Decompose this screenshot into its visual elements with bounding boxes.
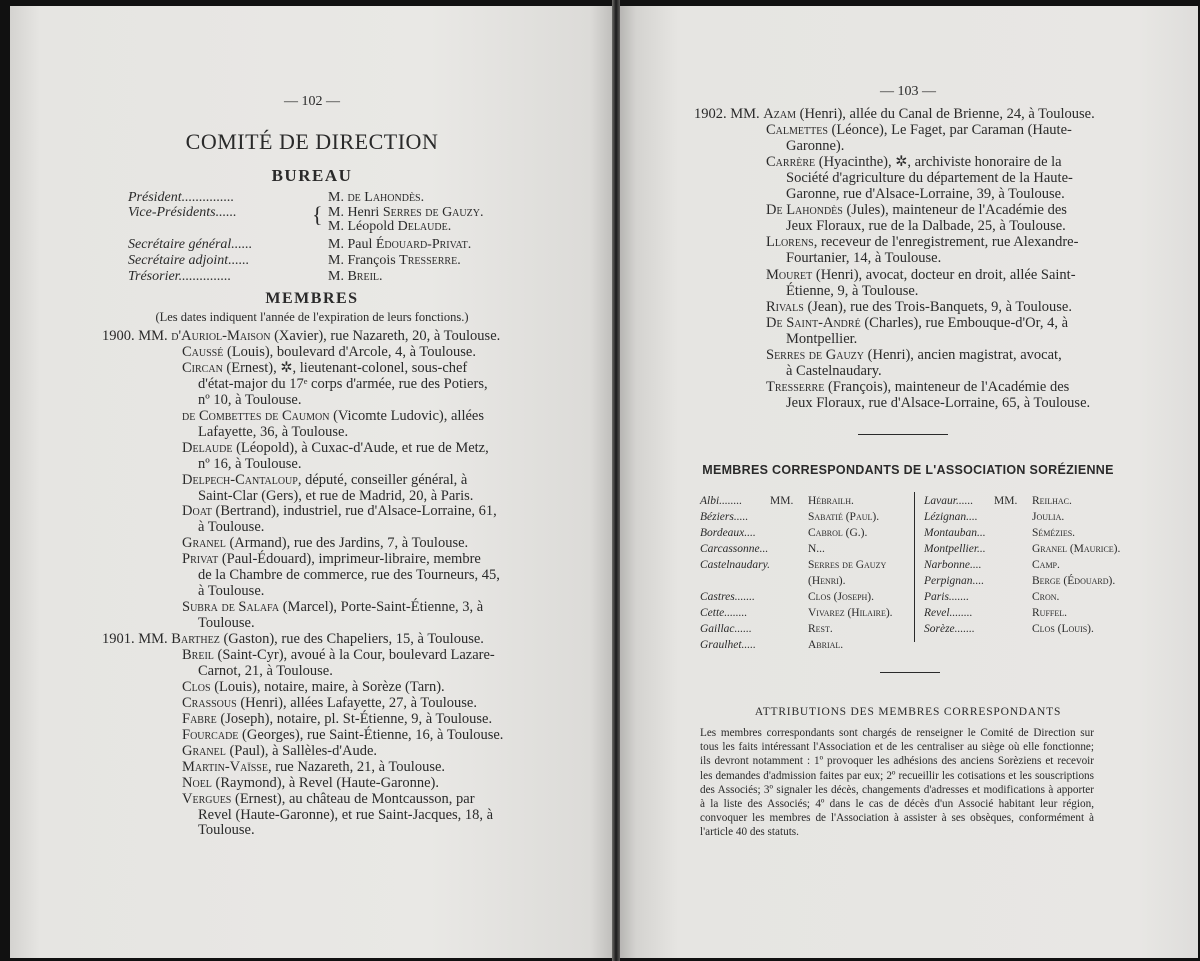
bureau-name bbox=[328, 190, 424, 206]
correspondant-name: Ruffel. bbox=[1032, 607, 1067, 619]
member-name: Breil bbox=[182, 647, 214, 663]
member-line-text: à Toulouse. bbox=[198, 519, 265, 535]
leader-dots: ...... bbox=[228, 253, 250, 268]
member-line-text: (Ernest), ✲, lieutenant-colonel, sous-chef bbox=[222, 360, 468, 376]
member-line bbox=[786, 395, 1090, 411]
member-line-text: (Louis), notaire, maire, à Sorèze (Tarn). bbox=[210, 679, 445, 695]
member-line-text: (François), mainteneur de l'Académie des bbox=[824, 379, 1070, 395]
member-name: Barthez bbox=[171, 631, 220, 647]
member-name: Clos bbox=[182, 679, 211, 695]
leader-dots: ....... bbox=[954, 623, 975, 635]
member-line bbox=[198, 807, 493, 823]
place-name: Sorèze bbox=[924, 623, 955, 635]
member-line-text: (Paul), à Sallèles-d'Aude. bbox=[225, 743, 378, 759]
member-line bbox=[182, 440, 489, 456]
place-name: Lavaur bbox=[924, 495, 956, 507]
member-line-text: (Hyacinthe), ✲, archiviste honoraire de la bbox=[815, 154, 1062, 170]
member-line bbox=[182, 791, 475, 807]
bureau-role-label: Vice-Présidents bbox=[128, 205, 216, 220]
member-line-text: (Ernest), au château de Montcausson, par bbox=[231, 791, 475, 807]
member-name: Calmettes bbox=[766, 122, 828, 138]
correspondant-name: Cabrol (G.). bbox=[808, 527, 868, 539]
member-line-text: Lafayette, 36, à Toulouse. bbox=[198, 424, 349, 440]
member-line bbox=[198, 583, 264, 599]
member-line-text: Fourtanier, 14, à Toulouse. bbox=[786, 250, 942, 266]
member-line-text: (Jules), mainteneur de l'Académie des bbox=[842, 202, 1067, 218]
member-line bbox=[198, 567, 500, 583]
member-line-text: Jeux Floraux, rue de la Dalbade, 25, à Toulouse. bbox=[786, 218, 1066, 234]
member-line bbox=[102, 328, 500, 344]
member-line-text: (Armand), rue des Jardins, 7, à Toulouse. bbox=[225, 535, 469, 551]
mm-label: MM. bbox=[994, 495, 1018, 507]
correspondant-place bbox=[924, 542, 986, 558]
member-line-text: (Henri), allées Lafayette, 27, à Toulouse. bbox=[236, 695, 477, 711]
member-line bbox=[198, 519, 264, 535]
member-line-text: (Paul-Édouard), imprimeur-libraire, membre bbox=[218, 551, 481, 567]
page-number: — 102 — bbox=[284, 94, 340, 109]
member-name: Vergues bbox=[182, 791, 232, 807]
bureau-name-small-caps: Édouard-Privat bbox=[375, 237, 468, 252]
leader-dots: ..... bbox=[733, 511, 749, 523]
member-line-text: Garonne, rue d'Alsace-Lorraine, 39, à Toulouse. bbox=[786, 186, 1065, 202]
bureau-role-label: Trésorier bbox=[128, 269, 179, 284]
member-line-text: Garonne). bbox=[786, 138, 845, 154]
member-line-text: (Marcel), Porte-Saint-Étienne, 3, à bbox=[279, 599, 484, 615]
member-name: Caussé bbox=[182, 344, 224, 360]
member-line-text: (Bertrand), industriel, rue d'Alsace-Lorraine, 61, bbox=[211, 503, 497, 519]
member-name: Privat bbox=[182, 551, 219, 567]
member-line-text: (Léonce), Le Faget, par Caraman (Haute- bbox=[827, 122, 1072, 138]
member-line bbox=[182, 360, 467, 376]
place-name: Carcassonne bbox=[700, 543, 760, 555]
correspondant-place bbox=[924, 622, 975, 638]
correspondant-name: Cron. bbox=[1032, 591, 1060, 603]
leader-dots: ...... bbox=[215, 205, 237, 220]
bureau-name-text: M. bbox=[328, 190, 348, 205]
member-line-text: Toulouse. bbox=[198, 615, 255, 631]
member-name: Rivals bbox=[766, 299, 804, 315]
member-line-text: Étienne, 9, à Toulouse. bbox=[786, 283, 919, 299]
member-line bbox=[766, 154, 1062, 170]
place-name: Béziers bbox=[700, 511, 734, 523]
separator-rule bbox=[858, 434, 948, 435]
leader-dots: ........ bbox=[719, 495, 743, 507]
member-line bbox=[182, 647, 495, 663]
place-name: Paris bbox=[924, 591, 949, 603]
page-number: — 103 — bbox=[880, 84, 936, 99]
correspondant-place bbox=[700, 622, 752, 638]
member-line bbox=[766, 347, 1062, 363]
page-title: COMITÉ DE DIRECTION bbox=[185, 129, 439, 154]
correspondant-place bbox=[924, 558, 982, 574]
correspondant-place bbox=[700, 510, 748, 526]
correspondant-name: N... bbox=[808, 543, 825, 555]
member-line-text: (Gaston), rue des Chapeliers, 15, à Toulouse. bbox=[219, 631, 484, 647]
member-line bbox=[198, 488, 473, 504]
correspondant-place bbox=[700, 590, 755, 606]
member-line-text: (Raymond), à Revel (Haute-Garonne). bbox=[211, 775, 440, 791]
leader-dots: .... bbox=[972, 575, 985, 587]
correspondant-place bbox=[924, 574, 984, 590]
bureau-role bbox=[128, 205, 237, 221]
correspondant-name: Serres de Gauzy bbox=[808, 559, 887, 571]
right-page bbox=[618, 6, 1198, 958]
leader-dots: ............... bbox=[178, 269, 232, 284]
bureau-name-text: M. Paul bbox=[328, 237, 376, 252]
bureau-name-text: . bbox=[447, 219, 452, 234]
correspondant-place bbox=[700, 526, 756, 542]
member-line bbox=[786, 138, 844, 154]
leader-dots: ... bbox=[977, 527, 986, 539]
member-name: Circan bbox=[182, 360, 223, 376]
member-line bbox=[182, 535, 468, 551]
member-name: Llorens bbox=[766, 234, 814, 250]
correspondant-name: Vivarez (Hilaire). bbox=[808, 607, 893, 619]
member-line-text: (Henri), avocat, docteur en droit, allée Saint- bbox=[812, 267, 1076, 283]
correspondant-name: Rest. bbox=[808, 623, 833, 635]
leader-dots: ........ bbox=[724, 607, 748, 619]
correspondant-name: Camp. bbox=[1032, 559, 1060, 571]
leader-dots: ...... bbox=[231, 237, 253, 252]
member-line-text: (Georges), rue Saint-Étienne, 16, à Toulouse. bbox=[238, 727, 504, 743]
place-name: Lézignan bbox=[924, 511, 967, 523]
member-line bbox=[786, 250, 941, 266]
member-name: Delaude bbox=[182, 440, 233, 456]
member-name: Serres de Gauzy bbox=[766, 347, 865, 363]
member-line-text: à Castelnaudary. bbox=[786, 363, 882, 379]
member-line-text: (Louis), boulevard d'Arcole, 4, à Toulouse. bbox=[223, 344, 476, 360]
bureau-name bbox=[328, 237, 471, 253]
bureau-name-small-caps: Breil bbox=[347, 269, 380, 284]
member-line-text: nº 16, à Toulouse. bbox=[198, 456, 302, 472]
member-line-text: d'état-major du 17ᵉ corps d'armée, rue des Potiers, bbox=[198, 376, 488, 392]
member-name: Mouret bbox=[766, 267, 813, 283]
bureau-role bbox=[128, 269, 231, 285]
correspondant-place bbox=[924, 590, 969, 606]
bureau-name bbox=[328, 253, 461, 269]
correspondant-place bbox=[924, 526, 986, 542]
correspondant-name: Clos (Louis). bbox=[1032, 623, 1094, 635]
leader-dots: . bbox=[767, 559, 770, 571]
member-line bbox=[786, 331, 857, 347]
correspondant-name: Berge (Édouard). bbox=[1032, 575, 1116, 587]
member-line-text: à Toulouse. bbox=[198, 583, 265, 599]
member-line bbox=[786, 283, 918, 299]
member-line bbox=[198, 822, 255, 838]
place-name: Revel bbox=[924, 607, 950, 619]
member-name: Fabre bbox=[182, 711, 217, 727]
member-name: Tresserre bbox=[766, 379, 825, 395]
leader-dots: ..... bbox=[741, 639, 756, 651]
bureau-name-small-caps: Tresserre bbox=[399, 253, 458, 268]
leader-dots: ... bbox=[977, 543, 986, 555]
member-line-text: , receveur de l'enregistrement, rue Alexandre- bbox=[813, 234, 1079, 250]
bureau-name-text: . bbox=[479, 205, 484, 220]
place-name: Gaillac bbox=[700, 623, 735, 635]
leader-dots: ............... bbox=[181, 190, 235, 205]
place-name: Bordeaux bbox=[700, 527, 745, 539]
member-name: Granel bbox=[182, 535, 226, 551]
member-line bbox=[198, 424, 348, 440]
place-name: Cette bbox=[700, 607, 725, 619]
book-gutter bbox=[612, 0, 620, 961]
bureau-name-text: M. François bbox=[328, 253, 400, 268]
member-line bbox=[182, 408, 484, 424]
member-line-text: 1902. MM. bbox=[694, 106, 764, 122]
leader-dots: ...... bbox=[955, 495, 974, 507]
member-line-text: (Charles), rue Embouque-d'Or, 4, à bbox=[860, 315, 1069, 331]
correspondant-place bbox=[924, 510, 978, 526]
membres-note: (Les dates indiquent l'année de l'expiration de leurs fonctions.) bbox=[155, 310, 469, 324]
bureau-name bbox=[328, 219, 451, 235]
member-name: Doat bbox=[182, 503, 212, 519]
member-line bbox=[786, 170, 1073, 186]
leader-dots: ... bbox=[759, 543, 769, 555]
member-name: d'Auriol-Maison bbox=[171, 328, 271, 344]
correspondant-place bbox=[924, 494, 973, 510]
correspondant-name: Abrial. bbox=[808, 639, 844, 651]
member-line-text: Montpellier. bbox=[786, 331, 858, 347]
bureau-name-text: M. bbox=[328, 269, 348, 284]
bureau-name-text: . bbox=[420, 190, 425, 205]
bureau-role-label: Président bbox=[128, 190, 182, 205]
member-line bbox=[182, 679, 445, 695]
leader-dots: ....... bbox=[948, 591, 970, 603]
member-name: Carrère bbox=[766, 154, 816, 170]
member-line-text: Toulouse. bbox=[198, 822, 255, 838]
bureau-name-small-caps: Serres de Gauzy bbox=[382, 205, 480, 220]
correspondant-name: Reilhac. bbox=[1032, 495, 1072, 507]
member-line bbox=[766, 122, 1072, 138]
member-line-text: 1901. MM. bbox=[102, 631, 172, 647]
member-line bbox=[182, 472, 467, 488]
member-line bbox=[182, 344, 476, 360]
leader-dots: .... bbox=[966, 511, 978, 523]
member-name: De Saint-André bbox=[766, 315, 861, 331]
bureau-role bbox=[128, 190, 234, 206]
bureau-name bbox=[328, 269, 383, 285]
bureau-name-text: . bbox=[467, 237, 472, 252]
member-line bbox=[182, 743, 377, 759]
bureau-name-small-caps: Delaude bbox=[397, 219, 448, 234]
correspondant-place bbox=[700, 558, 770, 574]
member-line bbox=[198, 456, 302, 472]
brace: { bbox=[312, 202, 323, 227]
correspondant-name: (Henri). bbox=[808, 575, 846, 587]
bureau-name-small-caps: de Lahondès bbox=[347, 190, 421, 205]
member-name: de Combettes de Caumon bbox=[182, 408, 330, 424]
place-name: Graulhet bbox=[700, 639, 742, 651]
left-page bbox=[10, 6, 614, 958]
leader-dots: .... bbox=[970, 559, 982, 571]
member-name: De Lahondès bbox=[766, 202, 843, 218]
member-line-text: , rue Nazareth, 21, à Toulouse. bbox=[267, 759, 446, 775]
member-name: Noel bbox=[182, 775, 212, 791]
bureau-name-text: . bbox=[379, 269, 383, 284]
member-line-text: , député, conseiller général, à bbox=[297, 472, 468, 488]
leader-dots: ...... bbox=[734, 623, 752, 635]
member-line bbox=[766, 315, 1068, 331]
separator-rule bbox=[880, 672, 940, 673]
place-name: Narbonne bbox=[924, 559, 970, 571]
bureau-heading: BUREAU bbox=[271, 166, 353, 185]
place-name: Castelnaudary bbox=[700, 559, 768, 571]
member-line-text: (Henri), ancien magistrat, avocat, bbox=[864, 347, 1062, 363]
bureau-name-text: M. Henri bbox=[328, 205, 383, 220]
member-line bbox=[102, 631, 484, 647]
member-line-text: nº 10, à Toulouse. bbox=[198, 392, 302, 408]
member-line bbox=[182, 599, 483, 615]
place-name: Albi bbox=[700, 495, 720, 507]
member-line bbox=[766, 267, 1076, 283]
member-line bbox=[786, 363, 882, 379]
membres-heading: MEMBRES bbox=[265, 290, 359, 307]
member-line bbox=[198, 615, 255, 631]
member-line-text: (Saint-Cyr), avoué à la Cour, boulevard Lazare- bbox=[213, 647, 495, 663]
member-line-text: (Xavier), rue Nazareth, 20, à Toulouse. bbox=[270, 328, 501, 344]
member-line-text: (Vicomte Ludovic), allées bbox=[329, 408, 484, 424]
member-name: Azam bbox=[763, 106, 796, 122]
attributions-title: ATTRIBUTIONS DES MEMBRES CORRESPONDANTS bbox=[754, 706, 1062, 718]
member-line-text: (Henri), allée du Canal de Brienne, 24, à Toulouse. bbox=[796, 106, 1095, 122]
correspondant-name: Clos (Joseph). bbox=[808, 591, 875, 603]
member-line bbox=[182, 775, 439, 791]
correspondant-name: Sabatié (Paul). bbox=[808, 511, 880, 523]
member-name: Martin-Vaïsse bbox=[182, 759, 268, 775]
member-line-text: (Léopold), à Cuxac-d'Aude, et rue de Metz, bbox=[232, 440, 489, 456]
bureau-name-text: M. Léopold bbox=[328, 219, 398, 234]
bureau-role-label: Secrétaire adjoint bbox=[128, 253, 229, 268]
correspondant-name: Sémézies. bbox=[1032, 527, 1076, 539]
bureau-name-text: . bbox=[457, 253, 461, 268]
place-name: Perpignan bbox=[924, 575, 973, 587]
bureau-role bbox=[128, 237, 252, 253]
column-divider bbox=[914, 492, 915, 642]
member-line-text: de la Chambre de commerce, rue des Tourneurs, 45, bbox=[198, 567, 500, 583]
bureau-role-label: Secrétaire général bbox=[128, 237, 232, 252]
mm-label: MM. bbox=[770, 495, 794, 507]
member-line bbox=[766, 379, 1069, 395]
member-line-text: (Joseph), notaire, pl. St-Étienne, 9, à Toulouse. bbox=[216, 711, 493, 727]
member-line bbox=[198, 392, 302, 408]
bureau-role bbox=[128, 253, 249, 269]
member-line bbox=[182, 711, 492, 727]
member-line bbox=[694, 106, 1095, 122]
member-name: Subra de Salafa bbox=[182, 599, 280, 615]
correspondant-place bbox=[924, 606, 973, 622]
leader-dots: ....... bbox=[734, 591, 755, 603]
correspondant-name: Hébrailh. bbox=[808, 495, 854, 507]
place-name: Montauban bbox=[924, 527, 978, 539]
member-line-text: Société d'agriculture du département de la Haute- bbox=[786, 170, 1073, 186]
member-line-text: Saint-Clar (Gers), et rue de Madrid, 20, à Paris. bbox=[198, 488, 474, 504]
member-name: Granel bbox=[182, 743, 226, 759]
member-name: Crassous bbox=[182, 695, 237, 711]
place-name: Montpellier bbox=[924, 543, 978, 555]
correspondant-place bbox=[700, 494, 742, 510]
attributions-paragraph: Les membres correspondants sont chargés de renseigner le Comité de Direction sur tous les faits intéressant l'Association et de les centraliser au siège où elle fonctionne; ils devront notamment : 1º provoquer les adhésions des anciens Sorèziens et recevoir les demandes d'admission faites par eux; 2º recueillir les cotisations et les souscriptions des Associés; 3º signaler les décès, changements d'adresses et modifications à apporter à la liste des Associés; 4º dans le cas de décès d'un Associé habitant leur région, convoquer les membres de l'Association à assister à ses obsèques, conformément à l'article 40 des statuts. bbox=[700, 727, 1094, 839]
correspondant-name: Joulia. bbox=[1032, 511, 1065, 523]
member-line bbox=[786, 218, 1066, 234]
correspondants-title: MEMBRES CORRESPONDANTS DE L'ASSOCIATION SORÉZIENNE bbox=[702, 463, 1114, 477]
leader-dots: ........ bbox=[949, 607, 973, 619]
member-line bbox=[766, 202, 1067, 218]
correspondant-place bbox=[700, 638, 756, 654]
correspondant-place bbox=[700, 542, 768, 558]
member-line bbox=[786, 186, 1065, 202]
member-line-text: Revel (Haute-Garonne), et rue Saint-Jacques, 18, à bbox=[198, 807, 494, 823]
member-line-text: Jeux Floraux, rue d'Alsace-Lorraine, 65, à Toulouse. bbox=[786, 395, 1091, 411]
member-line bbox=[182, 695, 477, 711]
member-line bbox=[182, 727, 503, 743]
member-line bbox=[182, 759, 445, 775]
leader-dots: .... bbox=[744, 527, 756, 539]
member-line bbox=[198, 376, 488, 392]
correspondant-name: Granel (Maurice). bbox=[1032, 543, 1121, 555]
correspondant-place bbox=[700, 606, 747, 622]
member-line bbox=[766, 234, 1078, 250]
member-name: Fourcade bbox=[182, 727, 239, 743]
place-name: Castres bbox=[700, 591, 735, 603]
member-line bbox=[182, 551, 481, 567]
member-name: Delpech-Cantaloup bbox=[182, 472, 298, 488]
book-spread bbox=[10, 0, 1198, 961]
member-line-text: 1900. MM. bbox=[102, 328, 172, 344]
member-line-text: (Jean), rue des Trois-Banquets, 9, à Toulouse. bbox=[803, 299, 1072, 315]
member-line bbox=[198, 663, 333, 679]
member-line-text: Carnot, 21, à Toulouse. bbox=[198, 663, 333, 679]
member-line bbox=[182, 503, 497, 519]
member-line bbox=[766, 299, 1072, 315]
